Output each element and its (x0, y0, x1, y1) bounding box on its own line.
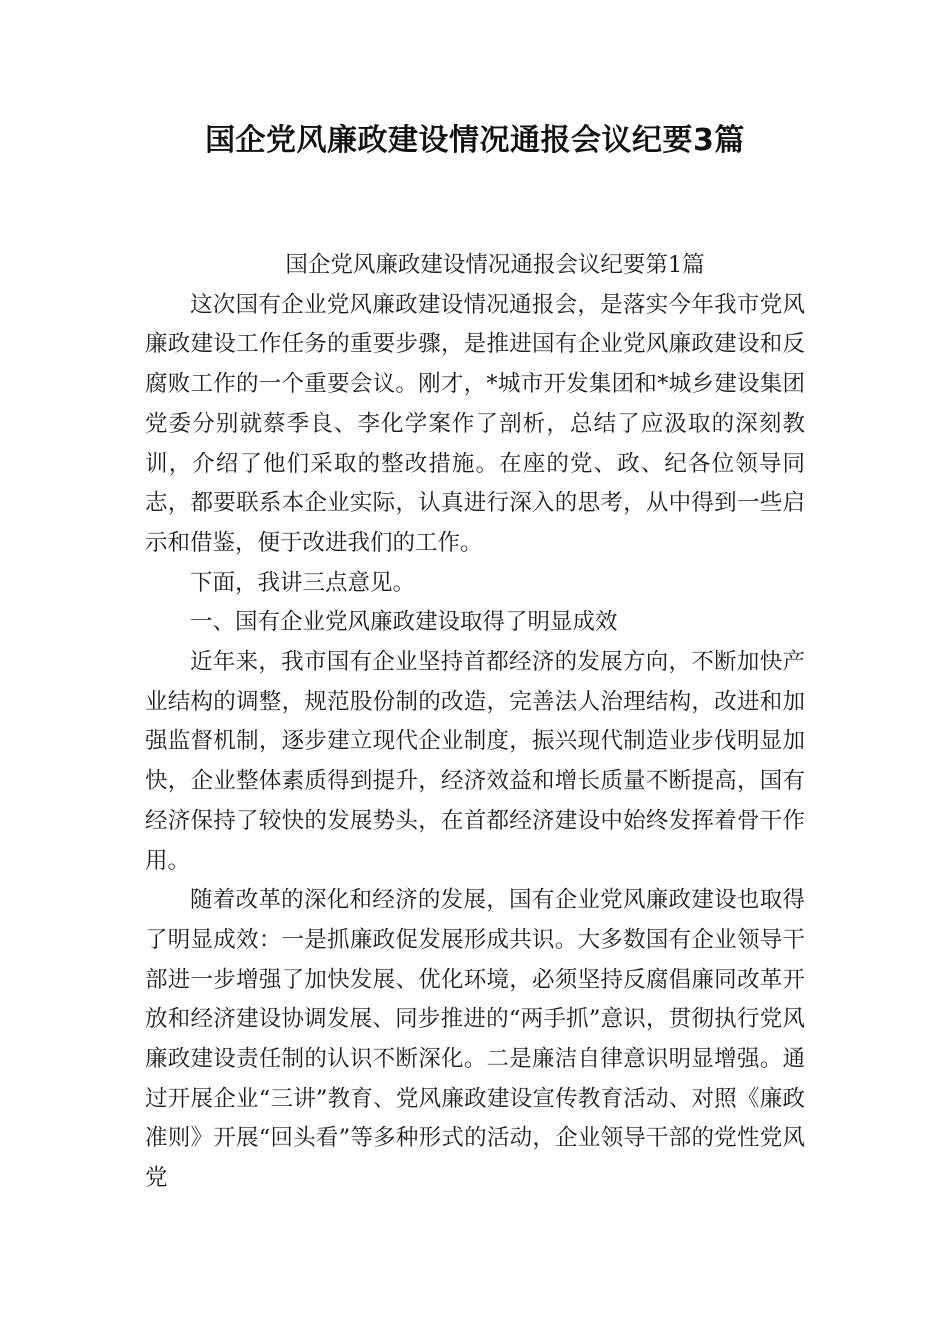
paragraph-recent-years: 近年来，我市国有企业坚持首都经济的发展方向，不断加快产业结构的调整，规范股份制的改造，完善法人治理结构，改进和加强监督机制，逐步建立现代企业制度，振兴现代制造业步伐明显加快，企业整体素质得到提升，经济效益和增长质量不断提高，国有经济保持了较快的发展势头，在首都经济建设中始终发挥着骨干作用。 (145, 649, 805, 874)
paragraph-achievements: 随着改革的深化和经济的发展，国有企业党风廉政建设也取得了明显成效：一是抓廉政促发展形成共识。大多数国有企业领导干部进一步增强了加快发展、优化环境，必须坚持反腐倡廉同改革开放和经济建设协调发展、同步推进的“两手抓”意识，贯彻执行党风廉政建设责任制的认识不断深化。二是廉洁自律意识明显增强。通过开展企业“三讲”教育、党风廉政建设宣传教育活动、对照《廉政准则》开展“回头看”等多种形式的活动，企业领导干部的党性党风党 (145, 887, 805, 1192)
document-body (145, 246, 805, 1199)
document-title: 国企党风廉政建设情况通报会议纪要3篇 (205, 123, 745, 158)
paragraph-opening: 这次国有企业党风廉政建设情况通报会，是落实今年我市党风廉政建设工作任务的重要步骤，是推进国有企业党风廉政建设和反腐败工作的一个重要会议。刚才，*城市开发集团和*城乡建设集团党委分别就蔡季良、李化学案作了剖析，总结了应汲取的深刻教训，介绍了他们采取的整改措施。在座的党、政、纪各位领导同志，都要联系本企业实际，认真进行深入的思考，从中得到一些启示和借鉴，便于改进我们的工作。 (145, 291, 805, 556)
document-subtitle: 国企党风廉政建设情况通报会议纪要第1篇 (285, 252, 705, 278)
paragraph-three-points: 下面，我讲三点意见。 (190, 569, 416, 596)
section-heading-one: 一、国有企业党风廉政建设取得了明显成效 (190, 609, 618, 636)
